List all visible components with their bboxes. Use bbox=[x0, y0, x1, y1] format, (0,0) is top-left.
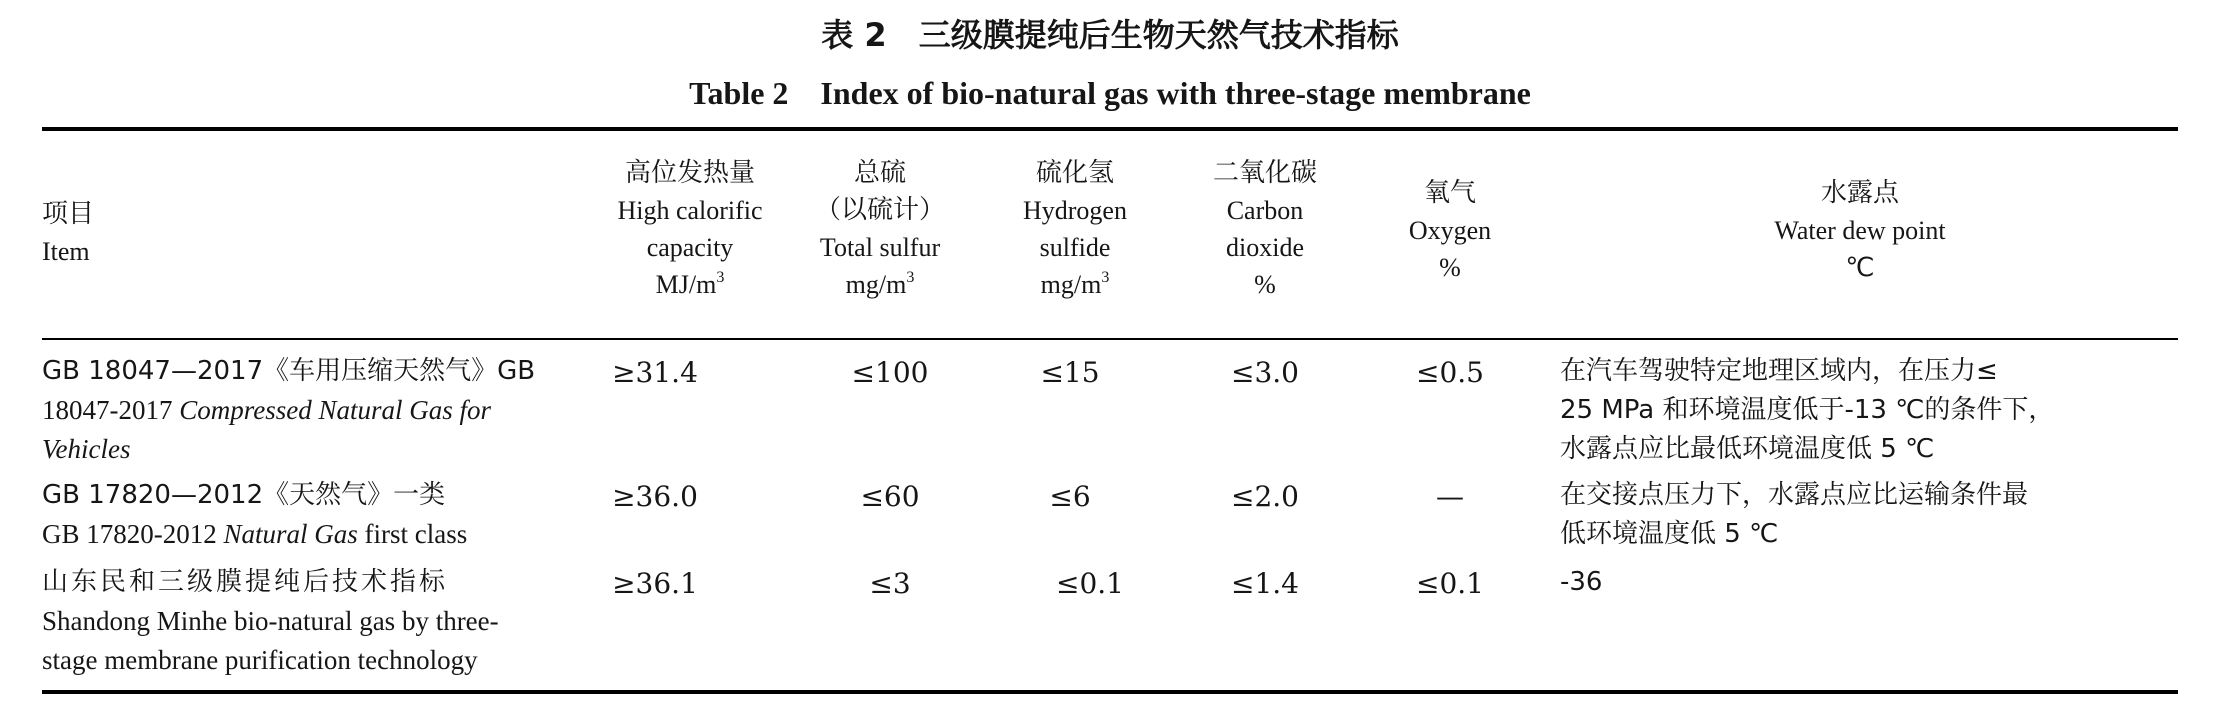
bottom-rule bbox=[42, 690, 2178, 694]
row-total-sulfur: ≤100 bbox=[851, 356, 929, 389]
row-item: 山东民和三级膜提纯后技术指标 Shandong Minhe bio-natural gas by three- stage membrane purification technology bbox=[42, 567, 499, 675]
row-carbon-dioxide: ≤1.4 bbox=[1231, 567, 1299, 600]
row-oxygen: ≤0.5 bbox=[1416, 356, 1484, 389]
row-oxygen: — bbox=[1436, 480, 1464, 513]
row-item: GB 18047—2017《车用压缩天然气》GB 18047-2017 Compressed Natural Gas for Vehicles bbox=[42, 356, 536, 464]
table-title-en: Table 2 Index of bio-natural gas with three-stage membrane bbox=[689, 75, 1531, 111]
row-water-dew-point: 在汽车驾驶特定地理区域内，在压力≤ 25 MPa 和环境温度低于-13 ℃的条件下， 水露点应比最低环境温度低 5 ℃ bbox=[1560, 356, 2055, 464]
row-water-dew-point: 在交接点压力下，水露点应比运输条件最 低环境温度低 5 ℃ bbox=[1560, 480, 2029, 549]
row-water-dew-point: -36 bbox=[1560, 567, 1603, 597]
row-oxygen: ≤0.1 bbox=[1416, 567, 1484, 600]
row-calorific: ≥31.4 bbox=[612, 356, 698, 389]
row-total-sulfur: ≤60 bbox=[860, 480, 920, 513]
header-water-dew-point: 水露点 Water dew point ℃ bbox=[1774, 178, 1946, 282]
row-hydrogen-sulfide: ≤0.1 bbox=[1056, 567, 1124, 600]
table-title-cn: 表 2 三级膜提纯后生物天然气技术指标 bbox=[821, 16, 1399, 54]
row-total-sulfur: ≤3 bbox=[869, 567, 911, 600]
header-rule bbox=[42, 338, 2178, 340]
row-calorific: ≥36.0 bbox=[612, 480, 698, 513]
header-item: 项目 Item bbox=[42, 199, 95, 266]
header-total-sulfur: 总硫 （以硫计） Total sulfur $mg/m^3$ bbox=[814, 158, 945, 299]
row-carbon-dioxide: ≤3.0 bbox=[1231, 356, 1299, 389]
top-rule bbox=[42, 127, 2178, 131]
row-calorific: ≥36.1 bbox=[612, 567, 698, 600]
row-item: GB 17820—2012《天然气》一类 GB 17820-2012 Natural Gas first class bbox=[42, 480, 468, 549]
header-hydrogen-sulfide: 硫化氢 Hydrogen sulfide $mg/m^3$ bbox=[1023, 158, 1127, 299]
header-calorific: 高位发热量 High calorific capacity $MJ/m^3$ bbox=[617, 158, 763, 299]
row-hydrogen-sulfide: ≤15 bbox=[1040, 356, 1100, 389]
header-oxygen: 氧气 Oxygen % bbox=[1408, 178, 1492, 282]
header-carbon-dioxide: 二氧化碳 Carbon dioxide % bbox=[1212, 158, 1317, 299]
row-carbon-dioxide: ≤2.0 bbox=[1231, 480, 1299, 513]
row-hydrogen-sulfide: ≤6 bbox=[1049, 480, 1091, 513]
